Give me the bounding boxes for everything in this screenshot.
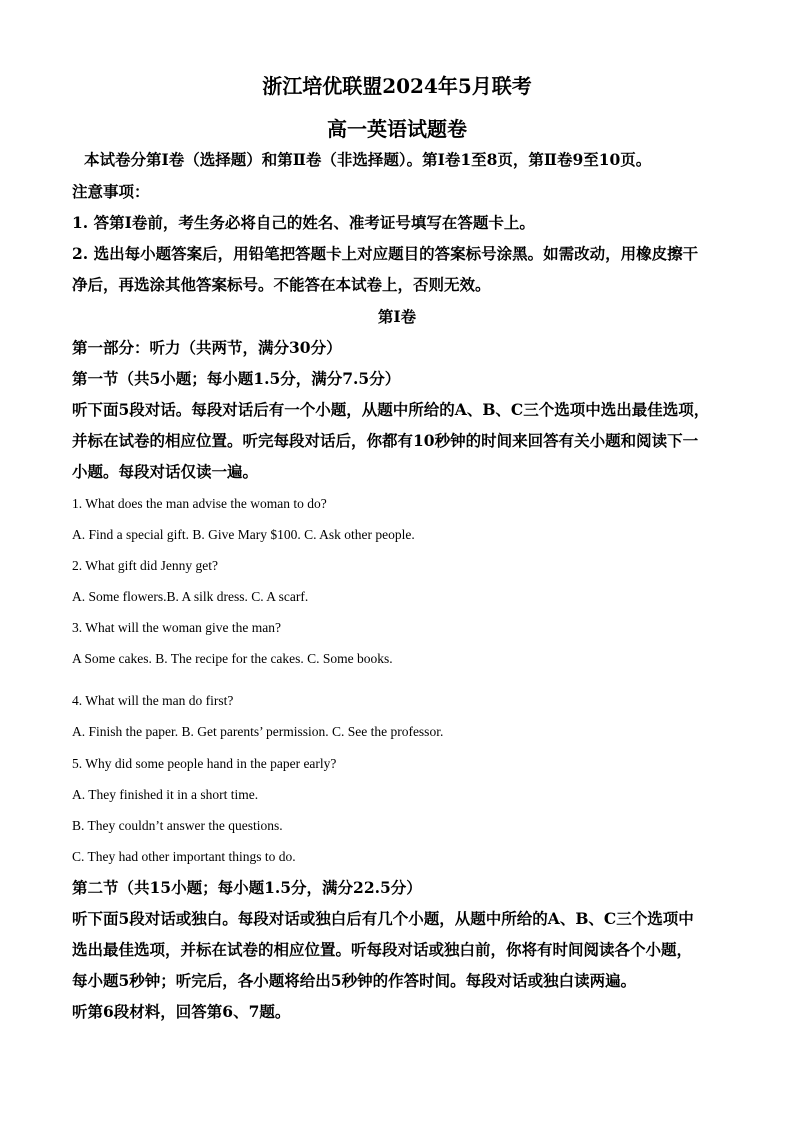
question-5-option-c: C. They had other important things to do. bbox=[72, 849, 296, 864]
notes-item-1: 1. 答第Ⅰ卷前，考生务必将自己的姓名、准考证号填写在答题卡上。 bbox=[72, 213, 535, 232]
question-2-options: A. Some flowers.B. A silk dress. C. A scarf. bbox=[72, 589, 309, 604]
question-2: 2. What gift did Jenny get? bbox=[72, 558, 218, 573]
question-4-options: A. Finish the paper. B. Get parents’ permission. C. See the professor. bbox=[72, 724, 444, 739]
question-4: 4. What will the man do first? bbox=[72, 693, 234, 708]
question-5: 5. Why did some people hand in the paper early? bbox=[72, 756, 337, 771]
part-heading: 第一部分：听力（共两节，满分30分） bbox=[72, 338, 342, 357]
volume-heading: 第Ⅰ卷 bbox=[377, 307, 417, 326]
question-3: 3. What will the woman give the man? bbox=[72, 620, 281, 635]
section-1-heading: 第一节（共5小题；每小题1.5分，满分7.5分） bbox=[72, 369, 401, 388]
exam-subtitle: 高一英语试题卷 bbox=[327, 117, 467, 141]
section-2-instr-line-1: 听下面5段对话或独白。每段对话或独白后有几个小题，从题中所给的A、B、C三个选项中 bbox=[72, 909, 694, 928]
section-2-instr-line-3: 每小题5秒钟；听完后，各小题将给出5秒钟的作答时间。每段对话或独白读两遍。 bbox=[72, 971, 637, 990]
notes-heading: 注意事项： bbox=[72, 182, 150, 201]
question-1: 1. What does the man advise the woman to do? bbox=[72, 496, 327, 511]
notes-item-2-line-2: 净后，再选涂其他答案标号。不能答在本试卷上，否则无效。 bbox=[72, 275, 491, 294]
section-1-instr-line-1: 听下面5段对话。每段对话后有一个小题，从题中所给的A、B、C三个选项中选出最佳选项， bbox=[72, 400, 710, 419]
section-2-instr-line-2: 选出最佳选项，并标在试卷的相应位置。听每段对话或独白前，你将有时间阅读各个小题， bbox=[72, 940, 693, 959]
section-2-heading: 第二节（共15小题；每小题1.5分，满分22.5分） bbox=[72, 878, 422, 897]
section-1-instr-line-3: 小题。每段对话仅读一遍。 bbox=[72, 462, 259, 481]
question-5-option-a: A. They finished it in a short time. bbox=[72, 787, 259, 802]
intro-text: 本试卷分第Ⅰ卷（选择题）和第Ⅱ卷（非选择题）。第Ⅰ卷1至8页，第Ⅱ卷9至10页。 bbox=[84, 150, 652, 169]
exam-title: 浙江培优联盟2024年5月联考 bbox=[262, 74, 532, 98]
notes-item-2-line-1: 2. 选出每小题答案后，用铅笔把答题卡上对应题目的答案标号涂黑。如需改动，用橡皮擦干 bbox=[72, 244, 699, 263]
question-3-options: A Some cakes. B. The recipe for the cakes. C. Some books. bbox=[72, 651, 393, 666]
section-1-instr-line-2: 并标在试卷的相应位置。听完每段对话后，你都有10秒钟的时间来回答有关小题和阅读下一 bbox=[72, 431, 699, 450]
question-5-option-b: B. They couldn’t answer the questions. bbox=[72, 818, 283, 833]
material-6-heading: 听第6段材料，回答第6、7题。 bbox=[72, 1002, 291, 1021]
question-1-options: A. Find a special gift. B. Give Mary $100. C. Ask other people. bbox=[72, 527, 415, 542]
